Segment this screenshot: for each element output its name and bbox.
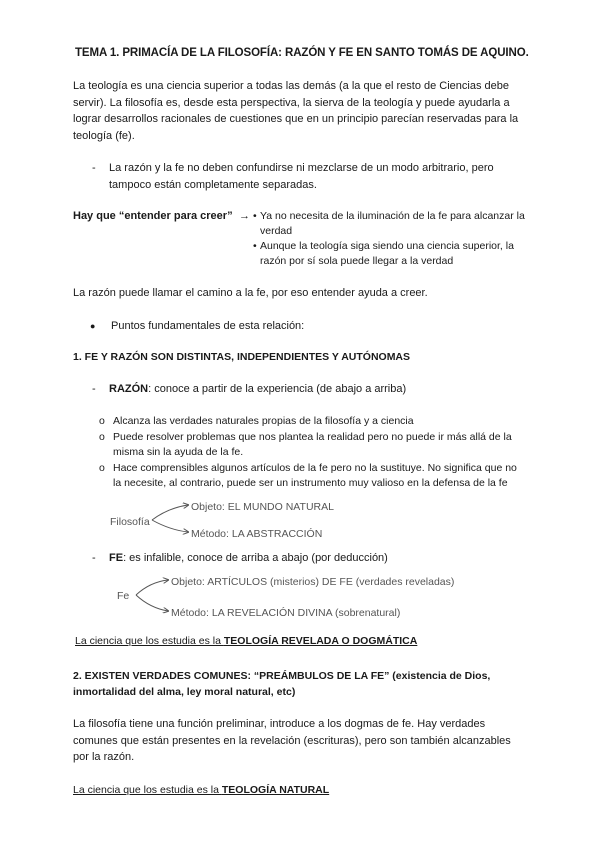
- intro-paragraph: La teología es una ciencia superior a todas las demás (a la que el resto de Ciencias debe servir). La filosofía es, desde esta perspectiva, la sierva de la teología y puede ayudarla a lograr desarrollos racionales de cuestiones que en un principio parecían reservadas para la teología (fe).: [73, 80, 519, 142]
- teologia-natural: TEOLOGÍA NATURAL: [221, 784, 330, 796]
- fe-objeto-arrow: [136, 580, 168, 595]
- filosofia-label: Filosofía: [110, 516, 150, 528]
- ciencia-prefix-2: La ciencia que los estudia es la: [73, 784, 222, 796]
- fe-metodo-arrow: [136, 595, 168, 611]
- arrow-icon: →: [239, 210, 250, 222]
- fe-diagram-label: Fe: [117, 590, 130, 602]
- fe-text: : es infalible, conoce de arriba a abajo (por deducción): [123, 552, 388, 564]
- dash-marker: -: [92, 162, 96, 174]
- o-marker: o: [99, 431, 105, 443]
- filosofia-objeto-arrow: [152, 505, 188, 520]
- filosofia-metodo: Método: LA ABSTRACCIÓN: [191, 528, 323, 540]
- teologia-revelada: TEOLOGÍA REVELADA O DOGMÁTICA: [223, 635, 418, 647]
- filosofia-objeto: Objeto: EL MUNDO NATURAL: [191, 501, 334, 513]
- ciencia-prefix: La ciencia que los estudia es la: [75, 635, 224, 647]
- o1-text: Alcanza las verdades naturales propias de la filosofía y a ciencia: [113, 415, 414, 427]
- section1-heading: 1. FE Y RAZÓN SON DISTINTAS, INDEPENDIENTES Y AUTÓNOMAS: [73, 351, 411, 363]
- o2-line1: Puede resolver problemas que nos plantea la realidad pero no puede ir más allá de la: [113, 431, 512, 443]
- entender-b1-line2: verdad: [260, 225, 293, 237]
- razon-label: RAZÓN: [109, 383, 149, 395]
- page-title: TEMA 1. PRIMACÍA DE LA FILOSOFÍA: RAZÓN Y FE EN SANTO TOMÁS DE AQUINO.: [75, 47, 529, 59]
- filosofia-metodo-arrow: [152, 520, 188, 532]
- entender-b2-line2: razón por sí sola puede llegar a la verdad: [260, 255, 454, 267]
- fe-metodo: Método: LA REVELACIÓN DIVINA (sobrenatural): [171, 607, 401, 619]
- o2-line2: misma sin la ayuda de la fe.: [113, 446, 244, 458]
- section2-heading-line1: 2. EXISTEN VERDADES COMUNES: “PREÁMBULOS DE LA FE” (existencia de Dios,: [73, 670, 491, 682]
- section2-heading-line2: inmortalidad del alma, ley moral natural, etc): [73, 686, 296, 698]
- dash-marker: -: [92, 552, 96, 564]
- dash1-line2: tampoco están completamente separadas.: [109, 179, 317, 191]
- camino-text: La razón puede llamar el camino a la fe, por eso entender ayuda a creer.: [73, 287, 428, 299]
- fe-label: FE: [109, 552, 124, 564]
- section2-paragraph: La filosofía tiene una función preliminar, introduce a los dogmas de fe. Hay verdades comunes que están presentes en la revelación (escrituras), pero son también alcanzables por la razón.: [73, 718, 511, 763]
- entender-b2-line1: Aunque la teología siga siendo una ciencia superior, la: [260, 240, 514, 252]
- o3-line2: la necesite, al contrario, puede ser un instrumento muy valioso en la defensa de la fe: [113, 477, 508, 489]
- entender-label: Hay que “entender para creer”: [73, 210, 233, 222]
- dash-marker: -: [92, 383, 96, 395]
- entender-b1-line1: Ya no necesita de la iluminación de la fe para alcanzar la: [260, 210, 525, 222]
- o3-line1: Hace comprensibles algunos artículos de la fe pero no la sustituye. No significa que no: [113, 462, 517, 474]
- puntos-text: Puntos fundamentales de esta relación:: [111, 320, 305, 332]
- o-marker: o: [99, 415, 105, 427]
- dash1-line1: La razón y la fe no deben confundirse ni mezclarse de un modo arbitrario, pero: [109, 162, 494, 174]
- fe-objeto: Objeto: ARTÍCULOS (misterios) DE FE (verdades reveladas): [171, 576, 455, 588]
- bullet-icon: •: [253, 240, 257, 252]
- round-bullet-icon: ●: [90, 321, 96, 331]
- o-marker: o: [99, 462, 105, 474]
- razon-text: : conoce a partir de la experiencia (de abajo a arriba): [148, 383, 407, 395]
- bullet-icon: •: [253, 210, 257, 222]
